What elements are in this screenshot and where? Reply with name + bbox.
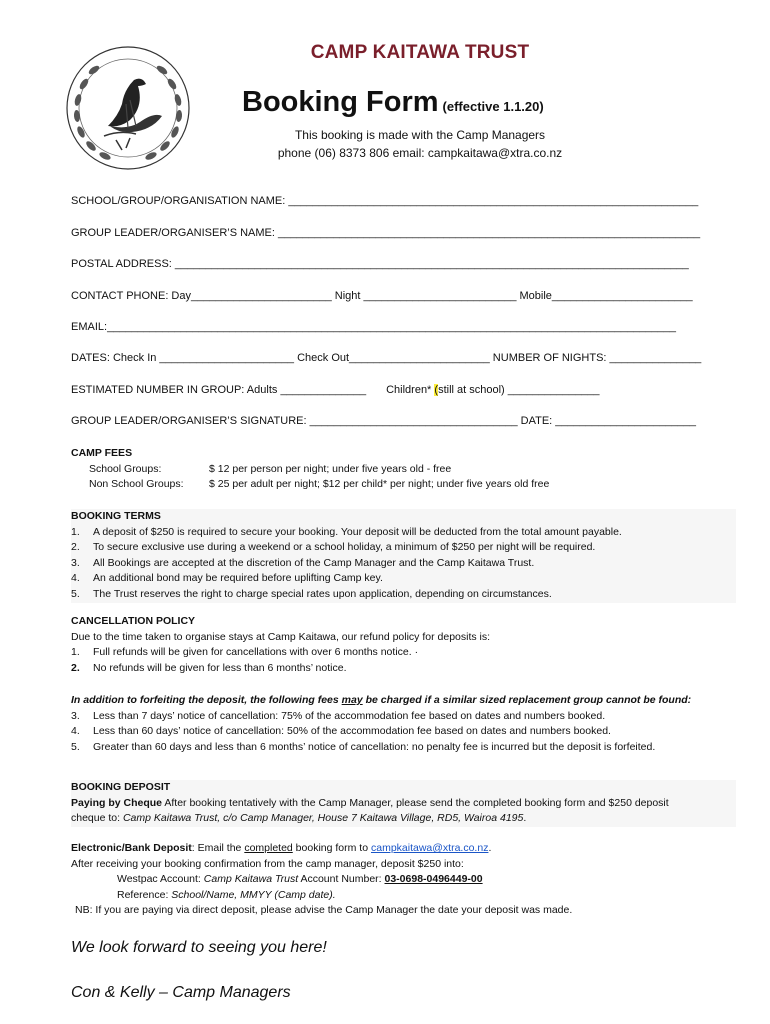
- list-item: [71, 661, 736, 677]
- camp-fees-heading: CAMP FEES: [71, 447, 133, 459]
- westpac-line: [71, 872, 736, 888]
- highlight-paren: (: [434, 384, 439, 396]
- intro-line-2: phone (06) 8373 806 email: campkaitawa@xtra.co.nz: [277, 146, 563, 160]
- electronic-line: [71, 841, 736, 857]
- closing-line-2: Con & Kelly – Camp Managers: [71, 984, 291, 1001]
- fees-text: be charged if a similar sized replacement group cannot be found:: [362, 694, 692, 706]
- children-field[interactable]: still at school) _______________: [438, 384, 600, 396]
- cancellation-heading: CANCELLATION POLICY: [71, 615, 196, 627]
- list-item: [71, 571, 736, 587]
- list-item: [71, 525, 736, 541]
- cancellation-section: [71, 614, 736, 676]
- email-link[interactable]: campkaitawa@xtra.co.nz: [370, 842, 489, 854]
- cheque-address: Camp Kaitawa Trust, c/o Camp Manager, House 7 Kaitawa Village, RD5, Wairoa 4195: [122, 812, 524, 825]
- item-text: Less than 7 days’ notice of cancellation: 75% of the accommodation fee based on dates and numbers booked.: [93, 709, 606, 722]
- item-number: 4.: [71, 725, 80, 738]
- completed-word: completed: [244, 842, 293, 854]
- page-title: [242, 86, 544, 119]
- cheque-to: cheque to:: [71, 812, 123, 825]
- item-number: 2.: [71, 541, 80, 554]
- list-item: [71, 556, 736, 572]
- cheque-address-line: [71, 811, 736, 827]
- reference-line: [71, 888, 736, 904]
- electronic-deposit-section: [71, 841, 736, 919]
- children-label: Children*: [386, 384, 435, 396]
- camp-fees-section: [71, 446, 736, 493]
- item-text: All Bookings are accepted at the discretion of the Camp Manager and the Camp Kaitawa Trust.: [93, 556, 535, 569]
- item-text: No refunds will be given for less than 6 months’ notice.: [93, 661, 347, 674]
- cheque-text: After booking tentatively with the Camp Manager, please send the completed booking form and $250 deposit: [162, 796, 669, 809]
- reference-label: Reference:: [117, 888, 172, 901]
- fee-label: Non School Groups:: [89, 478, 184, 491]
- effective-date: (effective 1.1.20): [442, 99, 544, 114]
- list-item: [71, 724, 736, 740]
- signature-field[interactable]: GROUP LEADER/ORGANISER’S SIGNATURE: __________________________________ DATE: _______________________: [71, 415, 696, 427]
- item-number: 3.: [71, 556, 80, 569]
- electronic-text: : Email the: [191, 842, 245, 854]
- fee-label: School Groups:: [89, 462, 162, 475]
- adults-field[interactable]: ESTIMATED NUMBER IN GROUP: Adults ______________: [71, 384, 367, 396]
- email-field[interactable]: EMAIL:_____________________________________________________________________________________________: [71, 321, 677, 333]
- cheque-paragraph: [71, 796, 736, 812]
- intro-line-1: This booking is made with the Camp Managers: [294, 128, 546, 142]
- item-number: 2.: [71, 661, 80, 674]
- fee-value: $ 12 per person per night; under five years old - free: [209, 462, 452, 475]
- cancellation-fees-section: [71, 693, 736, 755]
- fees-may: may: [341, 694, 363, 706]
- electronic-label: Electronic/Bank Deposit: [71, 842, 192, 854]
- postal-address-field[interactable]: POSTAL ADDRESS: ____________________________________________________________________________________: [71, 258, 689, 270]
- electronic-text: booking form to: [292, 842, 371, 854]
- list-item: [71, 540, 736, 556]
- booking-terms-heading: BOOKING TERMS: [71, 510, 161, 522]
- list-item: [71, 645, 736, 661]
- fee-row-school: [71, 462, 736, 478]
- form-title-text: Booking Form: [242, 86, 439, 118]
- fee-value: $ 25 per adult per night; $12 per child* per night; under five years old free: [209, 478, 550, 491]
- cancellation-fees-intro: [71, 693, 736, 709]
- nb-note: NB: If you are paying via direct deposit, please advise the Camp Manager the date your deposit was made.: [75, 904, 573, 917]
- estimated-number-field[interactable]: [71, 384, 600, 396]
- trust-logo-emblem: [64, 44, 192, 172]
- reference-value: School/Name, MMYY (Camp date).: [171, 888, 336, 901]
- item-text: To secure exclusive use during a weekend or a school holiday, a minimum of $250 per night will be required.: [93, 541, 596, 554]
- item-number: 5.: [71, 740, 80, 753]
- westpac-label: Westpac Account:: [117, 873, 204, 886]
- item-text: An additional bond may be required before uplifting Camp key.: [93, 572, 383, 585]
- list-item: [71, 740, 736, 756]
- dates-field[interactable]: DATES: Check In ______________________ Check Out_______________________ NUMBER OF NIGHTS: _______________: [71, 352, 702, 364]
- closing-line-1: We look forward to seeing you here!: [71, 939, 327, 956]
- item-number: 3.: [71, 709, 80, 722]
- booking-deposit-section: [71, 780, 736, 827]
- electronic-end: .: [488, 842, 492, 854]
- item-text: The Trust reserves the right to charge special rates upon application, depending on circumstances.: [93, 587, 552, 600]
- cheque-label: Paying by Cheque: [71, 796, 163, 809]
- item-text: A deposit of $250 is required to secure your booking. Your deposit will be deducted from the total amount payable.: [93, 525, 622, 538]
- item-number: 1.: [71, 646, 80, 659]
- list-item: [71, 587, 736, 603]
- after-confirmation: After receiving your booking confirmation from the camp manager, deposit $250 into:: [71, 857, 464, 870]
- cheque-end: .: [523, 812, 527, 825]
- item-text: Greater than 60 days and less than 6 months’ notice of cancellation: no penalty fee is incurred but the deposit is forfeited.: [93, 740, 656, 753]
- trust-name: CAMP KAITAWA TRUST: [310, 42, 530, 63]
- fee-row-nonschool: [71, 477, 736, 493]
- item-text: Full refunds will be given for cancellations with over 6 months notice. ·: [93, 646, 419, 659]
- intro-text: [240, 126, 600, 162]
- fees-text: In addition to forfeiting the deposit, the following fees: [71, 694, 342, 706]
- booking-terms-section: [71, 509, 736, 603]
- school-name-field[interactable]: SCHOOL/GROUP/ORGANISATION NAME: ___________________________________________________________________: [71, 195, 699, 207]
- westpac-name: Camp Kaitawa Trust: [203, 873, 299, 886]
- item-number: 1.: [71, 525, 80, 538]
- cancellation-intro: Due to the time taken to organise stays at Camp Kaitawa, our refund policy for deposits is:: [71, 630, 491, 643]
- leader-name-field[interactable]: GROUP LEADER/ORGANISER’S NAME: _____________________________________________________________________: [71, 227, 701, 239]
- item-text: Less than 60 days’ notice of cancellation: 50% of the accommodation fee based on dates and numbers booked.: [93, 725, 611, 738]
- account-number: 03-0698-0496449-00: [384, 873, 483, 886]
- list-item: [71, 709, 736, 725]
- booking-deposit-heading: BOOKING DEPOSIT: [71, 781, 171, 793]
- account-label: Account Number:: [298, 873, 385, 886]
- contact-phone-field[interactable]: CONTACT PHONE: Day_______________________ Night _________________________ Mobile_______________________: [71, 290, 693, 302]
- item-number: 5.: [71, 587, 80, 600]
- item-number: 4.: [71, 572, 80, 585]
